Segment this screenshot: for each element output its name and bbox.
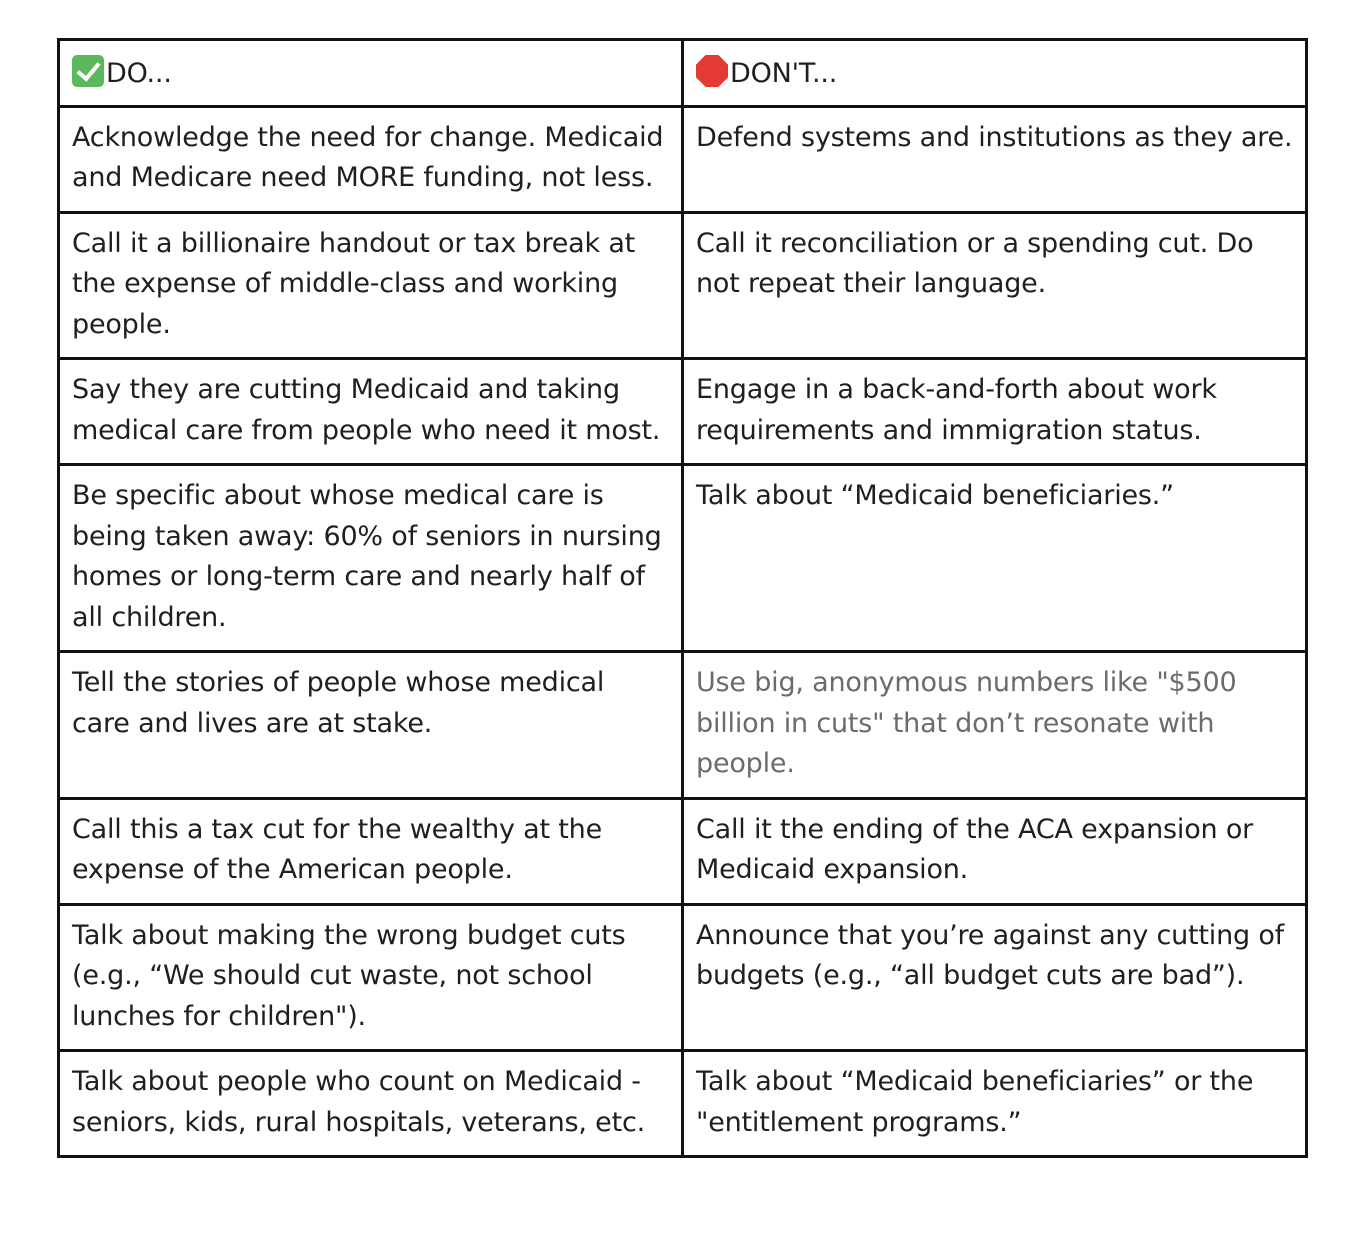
table-row bbox=[59, 1051, 1307, 1157]
do-column-header bbox=[59, 40, 683, 107]
do-cell: Say they are cutting Medicaid and taking medical care from people who need it most. bbox=[59, 359, 683, 465]
table-row bbox=[59, 904, 1307, 1051]
dont-cell: Defend systems and institutions as they are. bbox=[683, 106, 1307, 212]
table-row bbox=[59, 359, 1307, 465]
check-mark-button-icon bbox=[72, 55, 104, 87]
dont-cell: Use big, anonymous numbers like "$500 billion in cuts" that don’t resonate with people. bbox=[683, 652, 1307, 799]
table-row bbox=[59, 798, 1307, 904]
do-cell: Talk about people who count on Medicaid - seniors, kids, rural hospitals, veterans, etc. bbox=[59, 1051, 683, 1157]
do-cell: Acknowledge the need for change. Medicaid and Medicare need MORE funding, not less. bbox=[59, 106, 683, 212]
dont-cell: Engage in a back-and-forth about work requirements and immigration status. bbox=[683, 359, 1307, 465]
do-cell: Talk about making the wrong budget cuts (e.g., “We should cut waste, not school lunches for children"). bbox=[59, 904, 683, 1051]
dont-cell: Talk about “Medicaid beneficiaries” or the "entitlement programs.” bbox=[683, 1051, 1307, 1157]
table-header-row bbox=[59, 40, 1307, 107]
stop-sign-icon bbox=[696, 55, 728, 87]
dont-cell: Call it the ending of the ACA expansion or Medicaid expansion. bbox=[683, 798, 1307, 904]
do-header-label: DO... bbox=[106, 58, 172, 89]
table-row bbox=[59, 212, 1307, 359]
table-row bbox=[59, 652, 1307, 799]
do-cell: Be specific about whose medical care is being taken away: 60% of seniors in nursing homes or long-term care and nearly half of all children. bbox=[59, 465, 683, 652]
table-row bbox=[59, 465, 1307, 652]
do-dont-table bbox=[57, 38, 1308, 1158]
do-cell: Call this a tax cut for the wealthy at the expense of the American people. bbox=[59, 798, 683, 904]
dont-cell: Call it reconciliation or a spending cut. Do not repeat their language. bbox=[683, 212, 1307, 359]
do-cell: Tell the stories of people whose medical care and lives are at stake. bbox=[59, 652, 683, 799]
dont-cell: Talk about “Medicaid beneficiaries.” bbox=[683, 465, 1307, 652]
do-cell: Call it a billionaire handout or tax break at the expense of middle-class and working people. bbox=[59, 212, 683, 359]
table-row bbox=[59, 106, 1307, 212]
dont-header-label: DON'T... bbox=[730, 58, 838, 89]
dont-cell: Announce that you’re against any cutting of budgets (e.g., “all budget cuts are bad”). bbox=[683, 904, 1307, 1051]
dont-column-header bbox=[683, 40, 1307, 107]
